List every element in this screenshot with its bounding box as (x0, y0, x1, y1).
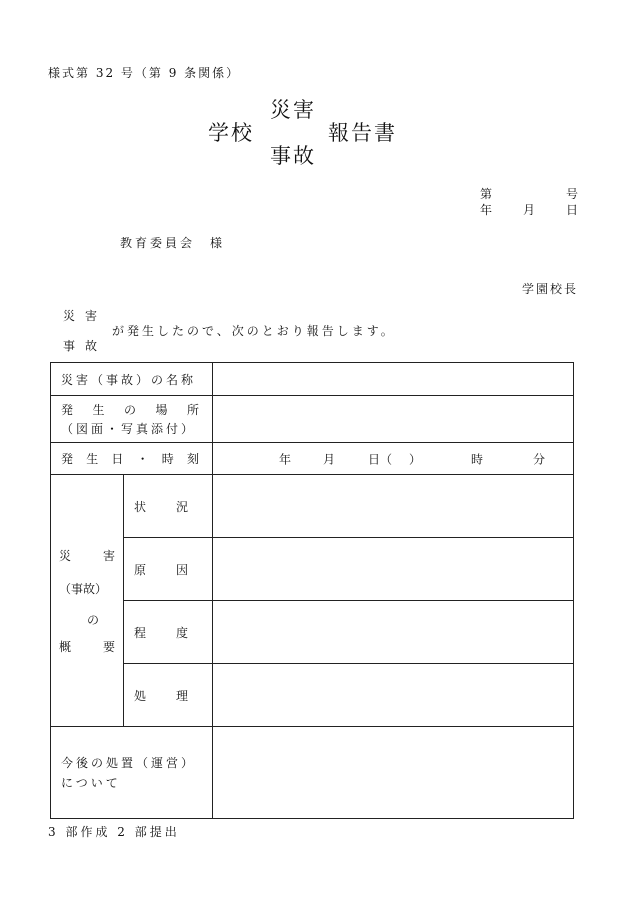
datetime-label-cell (51, 443, 213, 475)
title-school: 学校 (208, 121, 254, 145)
overview-char: 要 (102, 639, 115, 654)
sub-label-char: 因 (176, 562, 189, 577)
handling-value-cell[interactable] (213, 664, 574, 727)
degree-value-cell[interactable] (213, 601, 574, 664)
overview-line3: の (87, 612, 100, 627)
datetime-label-char: 発 (61, 452, 77, 466)
report-table (50, 362, 574, 819)
sub-label-char: 度 (176, 625, 189, 640)
doc-number-prefix: 第 (480, 187, 493, 201)
place-label-char: の (124, 403, 140, 417)
name-value-cell[interactable] (213, 363, 574, 396)
datetime-hour: 時 (471, 452, 484, 466)
datetime-row (51, 443, 574, 475)
place-label-char: 生 (92, 403, 108, 417)
datetime-label-char: 生 (86, 452, 102, 466)
sub-label-char: 程 (134, 625, 147, 640)
sub-label-degree (124, 601, 213, 664)
intro-accident: 事故 (63, 339, 108, 353)
sub-label-char: 状 (134, 499, 147, 514)
datetime-month: 月 (323, 452, 336, 466)
datetime-label-char: 刻 (186, 452, 202, 466)
addressee: 教育委員会 様 (120, 236, 226, 250)
datetime-minute: 分 (533, 452, 546, 466)
overview-char: 災 (59, 548, 72, 563)
sub-label-char: 処 (134, 688, 147, 703)
datetime-label-char: 時 (161, 452, 177, 466)
place-label-cell (51, 396, 213, 443)
status-value-cell[interactable] (213, 475, 574, 538)
date-year: 年 (480, 203, 493, 217)
name-label-cell (51, 363, 213, 396)
place-row (51, 396, 574, 443)
sub-label-char: 況 (176, 499, 189, 514)
doc-number-suffix: 号 (565, 187, 578, 201)
place-label (61, 401, 202, 418)
title-disaster: 災害 (270, 98, 316, 122)
sender: 学園校長 (521, 282, 578, 296)
datetime-value-cell[interactable] (213, 443, 574, 475)
place-value-cell[interactable] (213, 396, 574, 443)
place-label-char: 場 (155, 403, 171, 417)
name-label: 災害（事故）の名称 (61, 372, 197, 387)
place-label-sub: （図面・写真添付） (61, 422, 197, 436)
overview-line2: （事故） (59, 581, 108, 596)
intro-disaster: 災害 (63, 309, 108, 323)
datetime-label-char: 日 (111, 452, 127, 466)
overview-char: 概 (59, 639, 72, 654)
overview-row-handling (51, 664, 574, 727)
sub-label-handling (124, 664, 213, 727)
title-report: 報告書 (328, 121, 397, 145)
datetime-day: 日（ (368, 452, 393, 466)
sub-label-char: 理 (176, 688, 189, 703)
datetime-label-char: ・ (136, 452, 152, 466)
datetime-year: 年 (279, 452, 292, 466)
date-month: 月 (522, 203, 535, 217)
name-row (51, 363, 574, 396)
datetime-close-paren: ） (409, 452, 422, 466)
form-number: 様式第 32 号（第 9 条関係） (48, 66, 241, 80)
place-label-char: 所 (187, 403, 203, 417)
overview-char: 害 (102, 548, 115, 563)
datetime-label (61, 450, 202, 467)
future-label-cell (51, 727, 213, 819)
overview-row-status (51, 475, 574, 538)
sub-label-cause (124, 538, 213, 601)
footer-note: 3 部作成 2 部提出 (48, 825, 180, 839)
overview-row-cause (51, 538, 574, 601)
future-label: 今後の処置（運営）について (61, 755, 197, 790)
overview-label (51, 547, 123, 655)
future-value-cell[interactable] (213, 727, 574, 819)
future-row (51, 727, 574, 819)
overview-row-degree (51, 601, 574, 664)
sub-label-char: 原 (134, 562, 147, 577)
overview-label-cell (51, 475, 124, 727)
document-date-line (480, 201, 578, 218)
sub-label-status (124, 475, 213, 538)
title-accident: 事故 (270, 144, 316, 168)
document-number-line (480, 185, 578, 202)
cause-value-cell[interactable] (213, 538, 574, 601)
place-label-char: 発 (61, 403, 77, 417)
date-day: 日 (565, 203, 578, 217)
intro-body: が発生したので、次のとおり報告します。 (112, 324, 396, 338)
